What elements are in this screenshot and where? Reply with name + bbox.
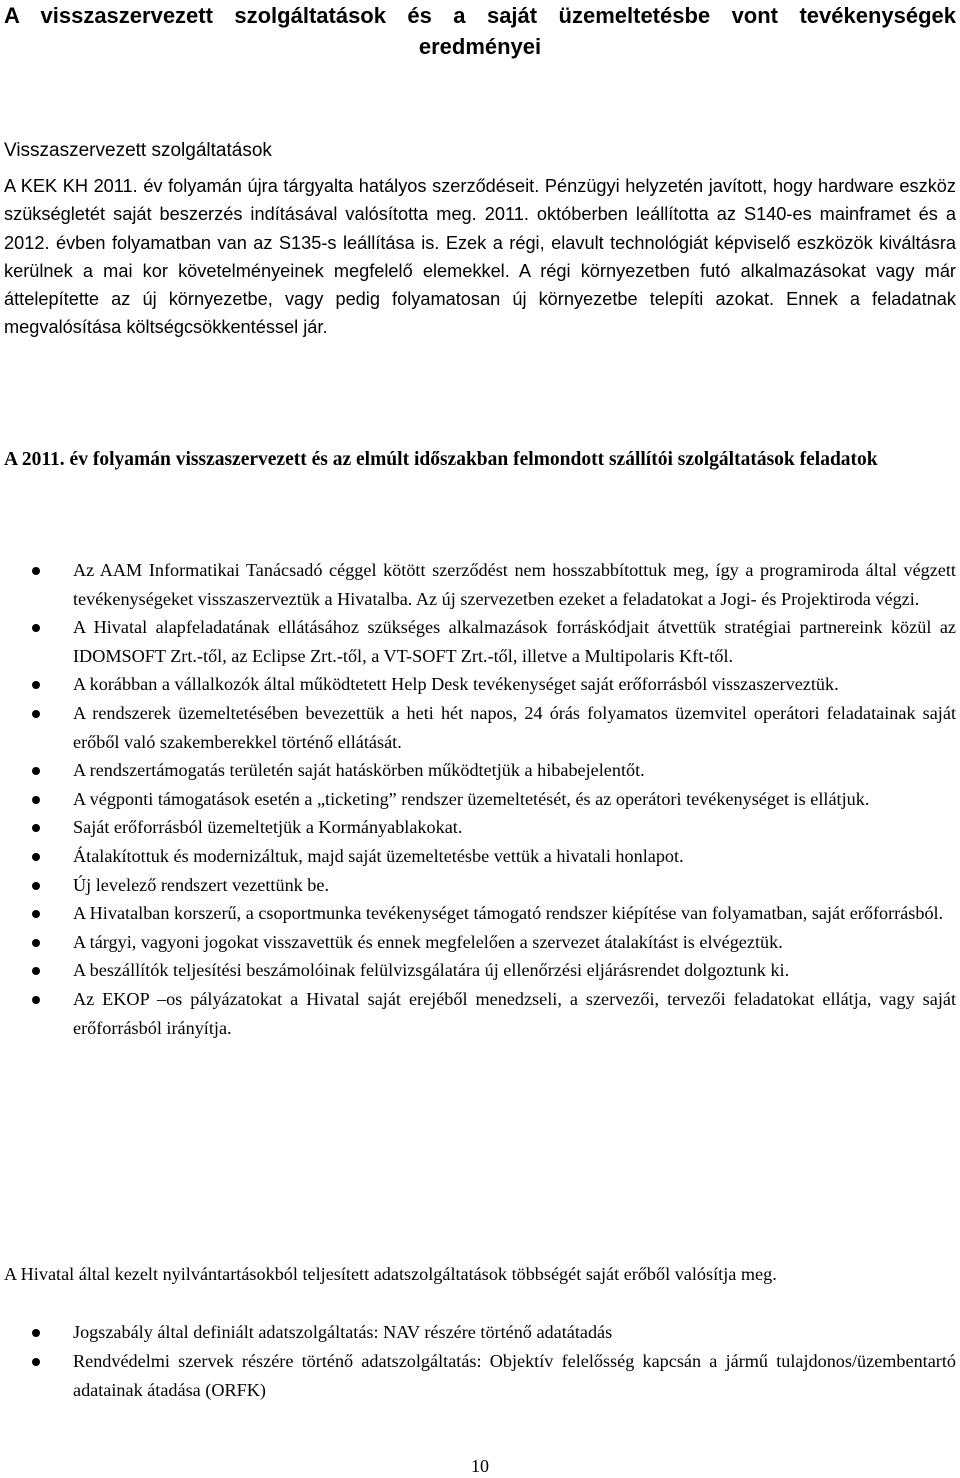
list-item xyxy=(4,699,956,756)
section-heading: Visszaszervezett szolgáltatások xyxy=(4,140,272,161)
bullet-icon xyxy=(32,1329,40,1337)
bullet-icon xyxy=(32,567,40,575)
bullet-icon xyxy=(32,910,40,918)
list-item-text: A tárgyi, vagyoni jogokat visszavettük és ennek megfelelően a szervezet átalakítást is elvégeztük. xyxy=(73,931,783,952)
bullet-icon xyxy=(32,624,40,632)
list-item xyxy=(4,1318,956,1347)
bullet-icon xyxy=(32,796,40,804)
list-item-text: Az AAM Informatikai Tanácsadó céggel kötött szerződést nem hosszabbítottuk meg, így a programiroda által végzett tevékenységeket visszaszerveztük a Hivatalba. Az új szervezetben ezeket a feladatokat a Jogi- és Projektiroda végzi. xyxy=(73,560,956,609)
list-item-text: Saját erőforrásból üzemeltetjük a Kormányablakokat. xyxy=(73,817,463,838)
bullet-icon xyxy=(32,882,40,890)
page-title-line-1: A visszaszervezett szolgáltatások és a saját üzemeltetésbe vont tevékenységek xyxy=(4,3,956,28)
list-item-text: Jogszabály által definiált adatszolgáltatás: NAV részére történő adatátadás xyxy=(73,1322,613,1342)
bullet-icon xyxy=(32,710,40,718)
list-item xyxy=(4,985,956,1042)
list-item xyxy=(4,956,956,985)
bullet-icon xyxy=(32,996,40,1004)
bullet-icon xyxy=(32,824,40,832)
list-item-text: A korábban a vállalkozók által működtetett Help Desk tevékenységet saját erőforrásból visszaszerveztük. xyxy=(73,674,839,695)
list-item xyxy=(4,871,956,900)
list-item xyxy=(4,756,956,785)
page-title-line-2: eredményei xyxy=(418,34,542,59)
registry-list xyxy=(4,1318,956,1405)
list-item xyxy=(4,1347,956,1405)
list-item xyxy=(4,842,956,871)
list-item-text: Rendvédelmi szervek részére történő adatszolgáltatás: Objektív felelősség kapcsán a jármű tulajdonos/üzembentartó adatainak átadása (ORFK) xyxy=(73,1351,956,1400)
tasks-heading: A 2011. év folyamán visszaszervezett és az elmúlt időszakban felmondott szállítói szolgáltatások feladatok xyxy=(4,449,878,470)
list-item-text: Új levelező rendszert vezettünk be. xyxy=(73,874,330,895)
list-item-text: A Hivatal alapfeladatának ellátásához szükséges alkalmazások forráskódjait átvettük stratégiai partnereink közül az IDOMSOFT Zrt.-től, az Eclipse Zrt.-től, a VT-SOFT Zrt.-től, illetve a Multipolaris Kft-től. xyxy=(73,617,956,666)
list-item xyxy=(4,613,956,670)
list-item xyxy=(4,813,956,842)
tasks-list xyxy=(4,556,956,1042)
bullet-icon xyxy=(32,1358,40,1366)
list-item-text: A végponti támogatások esetén a „ticketing” rendszer üzemeltetését, és az operátori tevékenységet is ellátjuk. xyxy=(73,788,870,809)
registry-paragraph: A Hivatal által kezelt nyilvántartásokból teljesített adatszolgáltatások többségét saját erőből valósítja meg. xyxy=(4,1264,777,1284)
bullet-icon xyxy=(32,767,40,775)
bullet-icon xyxy=(32,967,40,975)
bullet-icon xyxy=(32,939,40,947)
list-item-text: A beszállítók teljesítési beszámolóinak felülvizsgálatára új ellenőrzési eljárásrendet dolgoztunk ki. xyxy=(73,960,790,981)
list-item xyxy=(4,556,956,613)
list-item-text: A Hivatalban korszerű, a csoportmunka tevékenységet támogató rendszer kiépítése van folyamatban, saját erőforrásból. xyxy=(73,903,944,924)
page-number: 10 xyxy=(471,1456,489,1476)
list-item-text: A rendszerek üzemeltetésében bevezettük a heti hét napos, 24 órás folyamatos üzemvitel operátori feladatainak saját erőből való szakemberekkel történő ellátását. xyxy=(73,702,956,752)
list-item-text: Átalakítottuk és modernizáltuk, majd saját üzemeltetésbe vettük a hivatali honlapot. xyxy=(73,845,684,866)
list-item-text: A rendszertámogatás területén saját hatáskörben működtetjük a hibabejelentőt. xyxy=(73,760,645,781)
list-item xyxy=(4,670,956,699)
page-title xyxy=(4,0,956,62)
list-item xyxy=(4,928,956,957)
bullet-icon xyxy=(32,853,40,861)
intro-paragraph: A KEK KH 2011. év folyamán újra tárgyalta hatályos szerződéseit. Pénzügyi helyzetén javított, hogy hardware eszköz szükségletét saját beszerzés indításával valósította meg. 2011. októberben leállította az S140-es mainframet és a 2012. évben folyamatban van az S135-s leállítása is. Ezek a régi, elavult technológiát képviselő eszközök kiváltásra kerülnek a mai kor követelményeinek megfelelő elemekkel. A régi környezetben futó alkalmazásokat vagy már áttelepítette az új környezetbe, vagy pedig folyamatosan új környezetbe telepíti azokat. Ennek a feladatnak megvalósítása költségcsökkentéssel jár. xyxy=(4,176,956,338)
list-item-text: Az EKOP –os pályázatokat a Hivatal saját erejéből menedzseli, a szervezői, tervezői feladatokat ellátja, vagy saját erőforrásból irányítja. xyxy=(73,988,956,1038)
bullet-icon xyxy=(32,681,40,689)
list-item xyxy=(4,785,956,814)
list-item xyxy=(4,899,956,928)
